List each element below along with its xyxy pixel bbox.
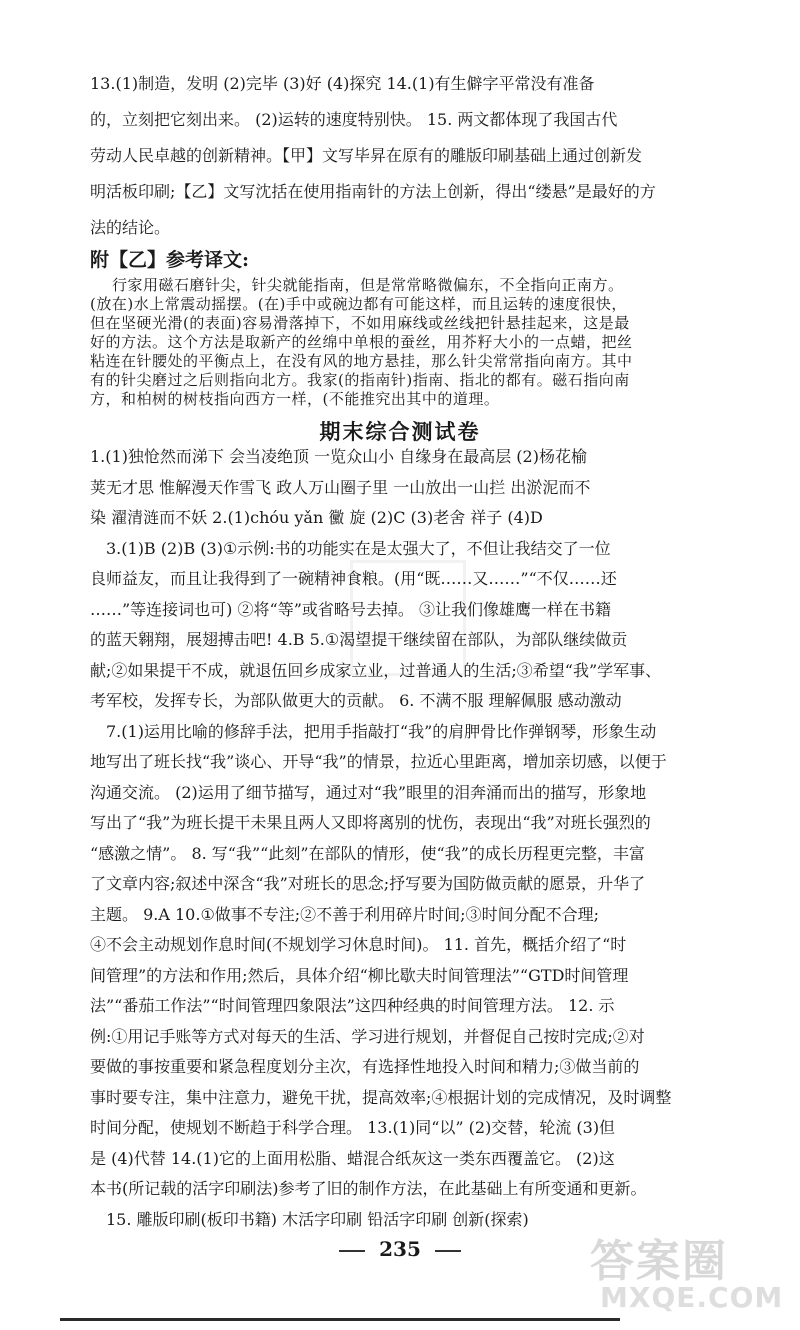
translation-line: 好的方法。这个方法是取新产的丝绵中单根的蚕丝，用芥籽大小的一点蜡，把丝 [90,333,633,351]
exam-line: 事时要专注，集中注意力，避免干扰，提高效率;④根据计划的完成情况，及时调整 [90,1087,672,1107]
translation-line: 方，和柏树的树枝指向西方一样，(不能推究出其中的道理。 [90,390,500,408]
exam-title: 期末综合测试卷 [319,419,481,444]
translation-heading: 附【乙】参考译文: [90,249,250,271]
text-line: 明活板印刷;【乙】文写沈括在使用指南针的方法上创新，得出“缕悬”是最好的方 [90,182,656,201]
text-line: 的，立刻把它刻出来。 (2)运转的速度特别快。 15. 两文都体现了我国古代 [90,110,618,129]
exam-line: 主题。 9.A 10.①做事不专注;②不善于利用碎片时间;③时间分配不合理; [90,904,599,924]
exam-line: 法”“番茄工作法”“时间管理四象限法”这四种经典的时间管理方法。 12. 示 [90,996,615,1015]
exam-line: 时间分配，使规划不断趋于科学合理。 13.(1)同“以” (2)交替，轮流 (3)但 [90,1118,616,1137]
exam-line: 写出了“我”为班长提干未果且两人又即将离别的忧伤，表现出“我”对班长强烈的 [90,813,651,832]
exam-line: ……”等连接词也可) ②将“等”或省略号去掉。 ③让我们像雄鹰一样在书籍 [90,599,611,619]
exam-line: ④不会主动规划作息时间(不规划学习休息时间)。 11. 首先，概括介绍了“时 [90,935,627,954]
exam-line: 间管理”的方法和作用;然后，具体介绍“柳比歇夫时间管理法”“GTD时间管理 [90,965,629,985]
exam-line: 的蓝天翱翔，展翅搏击吧! 4.B 5.①渴望提干继续留在部队，为部队继续做贡 [90,630,628,649]
exam-line: 了文章内容;叙述中深含“我”对班长的思念;抒写要为国防做贡献的愿景，升华了 [90,874,646,893]
watermark-site: MXQE.COM [600,1281,784,1314]
exam-line: 沟通交流。 (2)运用了细节描写，通过对“我”眼里的泪奔涌而出的描写，形象地 [90,782,647,802]
exam-line: 考军校，发挥专长，为部队做更大的贡献。 6. 不满不服 理解佩服 感动激动 [90,691,622,710]
translation-line: 有的针尖磨过之后则指向北方。我家(的指南针)指南、指北的都有。磁石指向南 [90,371,630,389]
translation-line: 行家用磁石磨针尖，针尖就能指南，但是常常略微偏东，不全指向正南方。 [112,276,624,294]
exam-line: 染 濯清涟而不妖 2.(1)chóu yǎn 黴 旋 (2)C (3)老舍 祥子 (4)D [90,508,543,527]
exam-line: 7.(1)运用比喻的修辞手法，把用手指敲打“我”的肩胛骨比作弹钢琴，形象生动 [106,721,657,741]
exam-line: 要做的事按重要和紧急程度划分主次，有选择性地投入时间和精力;③做当前的 [90,1057,640,1076]
exam-line: 良师益友，而且让我得到了一碗精神食粮。(用“既……又……”“不仅……还 [90,569,617,588]
bottom-rule [60,1318,620,1321]
dash-right [435,1250,461,1252]
dash-left [339,1250,365,1252]
text-line: 劳动人民卓越的创新精神。【甲】文写毕昇在原有的雕版印刷基础上通过创新发 [90,146,643,165]
text-line: 13.(1)制造，发明 (2)完毕 (3)好 (4)探究 14.(1)有生僻字平常没有准备 [90,74,595,93]
watermark [590,1225,784,1320]
translation-line: (放在)水上常震动摇摆。(在)手中或碗边都有可能这样，而且运转的速度很快， [90,295,627,313]
exam-line: 献;②如果提干不成，就退伍回乡成家立业，过普通人的生活;③希望“我”学军事、 [90,660,662,680]
exam-line: 15. 雕版印刷(板印书籍) 木活字印刷 铅活字印刷 创新(探索) [106,1209,529,1229]
watermark-logo: 答案圈 [590,1236,728,1287]
exam-line: 3.(1)B (2)B (3)①示例:书的功能实在是太强大了，不但让我结交了一位 [106,538,611,558]
page-number-text: 235 [379,1237,421,1261]
exam-line: 1.(1)独怆然而涕下 会当凌绝顶 一览众山小 自缘身在最高层 (2)杨花榆 [90,447,587,466]
translation-line: 但在坚硬光滑(的表面)容易滑落掉下，不如用麻线或丝线把针悬挂起来，这是最 [90,314,630,332]
exam-line: 例:①用记手账等方式对每天的生活、学习进行规划，并督促自己按时完成;②对 [90,1026,645,1046]
exam-line: 是 (4)代替 14.(1)它的上面用松脂、蜡混合纸灰这一类东西覆盖它。 (2)这 [90,1148,615,1168]
exam-line: 地写出了班长找“我”谈心、开导“我”的情景，拉近心里距离，增加亲切感，以便于 [90,752,667,771]
translation-line: 粘连在针腰处的平衡点上，在没有风的地方悬挂，那么针尖常常指向南方。其中 [90,352,633,370]
exam-line: 荚无才思 惟解漫天作雪飞 政人万山圈子里 一山放出一山拦 出淤泥而不 [90,477,591,497]
exam-line: 本书(所记载的活字印刷法)参考了旧的制作方法，在此基础上有所变通和更新。 [90,1179,647,1198]
exam-line: “感激之情”。 8. 写“我”“此刻”在部队的情形，使“我”的成长历程更完整，丰富 [90,843,645,863]
text-line: 法的结论。 [90,218,171,237]
